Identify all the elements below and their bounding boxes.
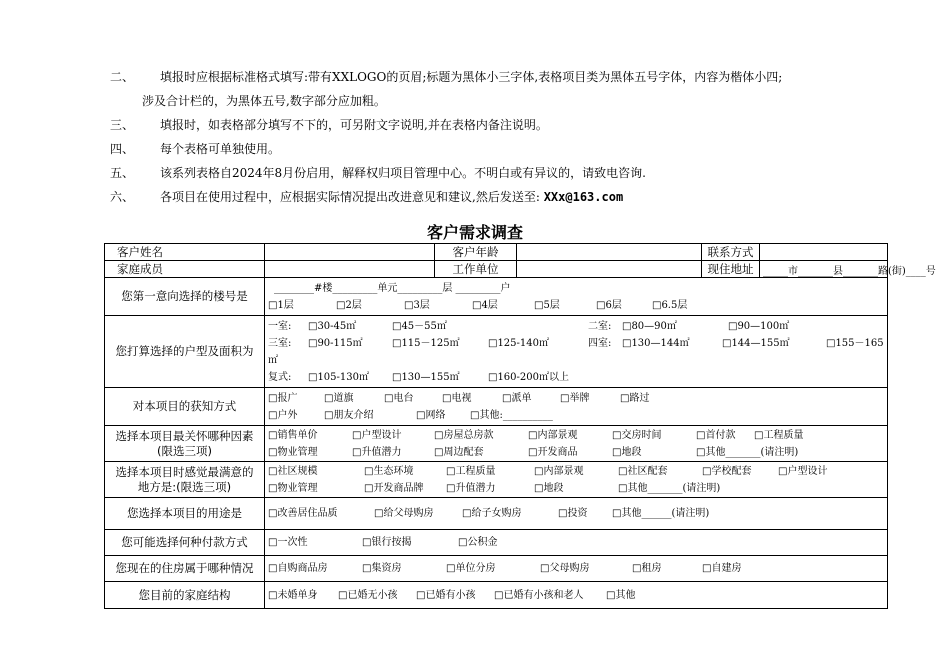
family-members-field[interactable] [265,261,435,278]
satisfy-line-2 [268,480,884,497]
instruction-notes [110,70,910,214]
concern-row [105,426,888,462]
family-option[interactable]: □已婚有小孩 [416,589,476,601]
duplex-label: 复式: [268,371,292,383]
purpose-option[interactable]: □其他______(请注明) [612,508,710,519]
unit-line-1 [268,318,884,335]
purpose-option[interactable]: □改善居住品质 [268,508,338,519]
note-6 [110,190,910,214]
note-text-body: 各项目在使用过程中，应根据实际情况提出改进意见和建议,然后发送至: [160,190,540,204]
unit-option[interactable]: □45－55㎡ [392,320,447,332]
purpose-option[interactable]: □给父母购房 [374,508,434,519]
concern-option[interactable]: □其他_______(请注明) [696,446,799,458]
satisfy-option[interactable]: □开发商品牌 [364,482,424,494]
payment-row [105,530,888,556]
family-question: 您目前的家庭结构 [105,582,265,609]
note-number: 二、 [110,70,135,84]
source-row [105,388,888,426]
satisfy-question-line-1: 选择本项目时感觉最满意的 [115,464,254,479]
unit-option[interactable]: □144—155㎡ [722,337,790,349]
housing-option[interactable]: □单位分房 [446,563,496,574]
family-options [265,582,888,609]
three-room-label: 三室: [268,337,292,349]
concern-option[interactable]: □房屋总房款 [434,429,494,441]
purpose-question: 您选择本项目的用途是 [105,498,265,530]
satisfy-option[interactable]: □物业管理 [268,482,318,494]
floor-checkbox-line [268,297,884,314]
source-line-1 [268,390,884,407]
concern-option[interactable]: □升值潜力 [352,446,402,458]
satisfy-options [265,462,888,498]
note-text: 填报时应根据标准格式填写:带有XXLOGO的页眉;标题为黑体小三字体,表格项目类为黑体五号字体，内容为楷体小四; [160,70,783,84]
floor-row [105,278,888,316]
purpose-option[interactable]: □投资 [558,508,588,519]
satisfy-option[interactable]: □户型设计 [778,465,828,477]
concern-question-line-1: 选择本项目最关怀哪种因素 [115,428,254,443]
note-text [160,190,623,214]
purpose-row [105,498,888,530]
four-room-label: 四室: [588,337,612,349]
housing-options [265,556,888,582]
unit-line-3 [268,369,884,386]
housing-option[interactable]: □自购商品房 [268,563,328,574]
note-number: 三、 [110,118,135,132]
unit-option[interactable]: □115－125㎡ [392,337,460,349]
family-row [105,582,888,609]
source-option[interactable]: □网络 [416,409,446,421]
family-members-label: 家庭成员 [105,261,265,278]
note-2 [110,70,910,94]
unit-line-wrap: ㎡ [268,354,278,366]
floor-option[interactable]: □1层 [268,299,294,311]
unit-line-2 [268,335,884,352]
payment-line [268,534,884,551]
source-option[interactable]: □举牌 [560,392,590,404]
concern-option[interactable]: □地段 [612,446,642,458]
satisfy-option[interactable]: □地段 [534,482,564,494]
source-option[interactable]: □朋友介绍 [324,409,374,421]
note-text: 填报时，如表格部分填写不下的，可另附文字说明,并在表格内备注说明。 [160,118,548,132]
payment-option[interactable]: □银行按揭 [362,537,412,548]
source-option[interactable]: □派单 [502,392,532,404]
note-5 [110,166,910,190]
survey-title: 客户需求调查 [426,223,523,242]
contact-email[interactable]: XXx@163.com [543,190,624,204]
housing-option[interactable]: □集资房 [362,563,402,574]
two-room-label: 二室: [588,320,612,332]
source-question: 对本项目的获知方式 [105,388,265,426]
unit-option[interactable]: □80—90㎡ [622,320,677,332]
customer-age-label: 客户年龄 [435,244,517,261]
source-option[interactable]: □道旗 [324,392,354,404]
concern-option[interactable]: □工程质量 [754,429,804,441]
concern-option[interactable]: □首付款 [696,429,736,441]
family-option[interactable]: □已婚无小孩 [338,589,398,601]
floor-options [265,278,888,316]
unit-question: 您打算选择的户型及面积为 [105,316,265,388]
family-line [268,587,884,604]
note-number: 五、 [110,166,135,180]
satisfy-option[interactable]: □升值潜力 [446,482,496,494]
source-option[interactable]: □其他:__________ [470,409,553,421]
satisfy-option[interactable]: □社区配套 [618,465,668,477]
concern-option[interactable]: □周边配套 [434,446,484,458]
header-row-2 [105,261,888,278]
satisfy-option[interactable]: □工程质量 [446,465,496,477]
concern-question-line-2: (限选三项) [157,443,212,458]
note-3 [110,118,910,142]
contact-field[interactable] [760,244,888,261]
contact-label: 联系方式 [702,244,760,261]
purpose-options [265,498,888,530]
note-number: 六、 [110,190,135,204]
floor-option[interactable]: □4层 [472,299,498,311]
unit-option[interactable]: □90-115㎡ [308,337,363,349]
satisfy-question [105,462,265,498]
payment-question: 您可能选择何种付款方式 [105,530,265,556]
unit-option[interactable]: □90—100㎡ [728,320,790,332]
concern-line-1 [268,427,884,444]
note-4 [110,142,910,166]
purpose-line [268,505,884,522]
floor-option[interactable]: □3层 [404,299,430,311]
satisfy-option[interactable]: □内部景观 [534,465,584,477]
source-options [265,388,888,426]
address-field[interactable]: _____市_______县_______路(街)____号 [760,261,888,278]
payment-options [265,530,888,556]
unit-option[interactable]: □155－165 [826,337,884,349]
source-option[interactable]: □电台 [384,392,414,404]
concern-option[interactable]: □物业管理 [268,446,318,458]
housing-option[interactable]: □租房 [632,563,662,574]
satisfy-option[interactable]: □社区规模 [268,465,318,477]
housing-line [268,560,884,577]
concern-option[interactable]: □开发商品 [528,446,578,458]
note-2-continued [110,94,910,118]
unit-options [265,316,888,388]
housing-question: 您现在的住房属于哪种情况 [105,556,265,582]
unit-option[interactable]: □30-45㎡ [308,320,357,332]
concern-option[interactable]: □交房时间 [612,429,662,441]
note-number: 四、 [110,142,135,156]
address-label: 现住地址 [702,261,760,278]
work-unit-label: 工作单位 [435,261,517,278]
unit-option[interactable]: □105-130㎡ [308,371,370,383]
note-text: 该系列表格自2024年8月份启用，解释权归项目管理中心。不明白或有异议的，请致电咨询. [160,166,646,180]
unit-option[interactable]: □160-200㎡以上 [488,371,570,383]
floor-option[interactable]: □2层 [336,299,362,311]
work-unit-field[interactable] [517,261,702,278]
unit-row [105,316,888,388]
concern-option[interactable]: □户型设计 [352,429,402,441]
source-line-2 [268,407,884,424]
concern-options [265,426,888,462]
payment-option[interactable]: □一次性 [268,537,308,548]
housing-option[interactable]: □自建房 [702,563,742,574]
satisfy-question-line-2: 地方是:(限选三项) [137,479,232,494]
satisfy-row [105,462,888,498]
purpose-option[interactable]: □给子女购房 [462,508,522,519]
housing-option[interactable]: □父母购房 [540,563,590,574]
satisfy-line-1 [268,463,884,480]
customer-name-field[interactable] [265,244,435,261]
family-option[interactable]: □未婚单身 [268,589,318,601]
concern-option[interactable]: □内部景观 [528,429,578,441]
concern-line-2 [268,444,884,461]
source-option[interactable]: □报广 [268,392,298,404]
source-option[interactable]: □路过 [620,392,650,404]
housing-row [105,556,888,582]
family-option[interactable]: □其他 [606,589,636,601]
source-option[interactable]: □电视 [442,392,472,404]
unit-option[interactable]: □125-140㎡ [488,337,550,349]
satisfy-option[interactable]: □生态环境 [364,465,414,477]
note-text: 每个表格可单独使用。 [160,142,281,156]
floor-fill-line[interactable]: ________#楼_________单元_________层 _________户 [274,282,511,294]
floor-question: 您第一意向选择的楼号是 [105,278,265,316]
customer-survey-table [104,243,936,609]
satisfy-option[interactable]: □其他_______(请注明) [618,482,721,494]
source-option[interactable]: □户外 [268,409,298,421]
note-text: 涉及合计栏的，为黑体五号,数字部分应加粗。 [142,94,386,108]
concern-question [105,426,265,462]
one-room-label: 一室: [268,320,292,332]
payment-option[interactable]: □公积金 [458,537,498,548]
customer-age-field[interactable] [517,244,702,261]
family-option[interactable]: □已婚有小孩和老人 [494,589,584,601]
floor-option[interactable]: □6层 [596,299,622,311]
customer-name-label: 客户姓名 [105,244,265,261]
header-row-1 [105,244,888,261]
satisfy-option[interactable]: □学校配套 [702,465,752,477]
concern-option[interactable]: □销售单价 [268,429,318,441]
unit-option[interactable]: □130—144㎡ [622,337,690,349]
floor-option[interactable]: □5层 [534,299,560,311]
unit-option[interactable]: □130—155㎡ [392,371,460,383]
floor-option[interactable]: □6.5层 [652,299,688,311]
